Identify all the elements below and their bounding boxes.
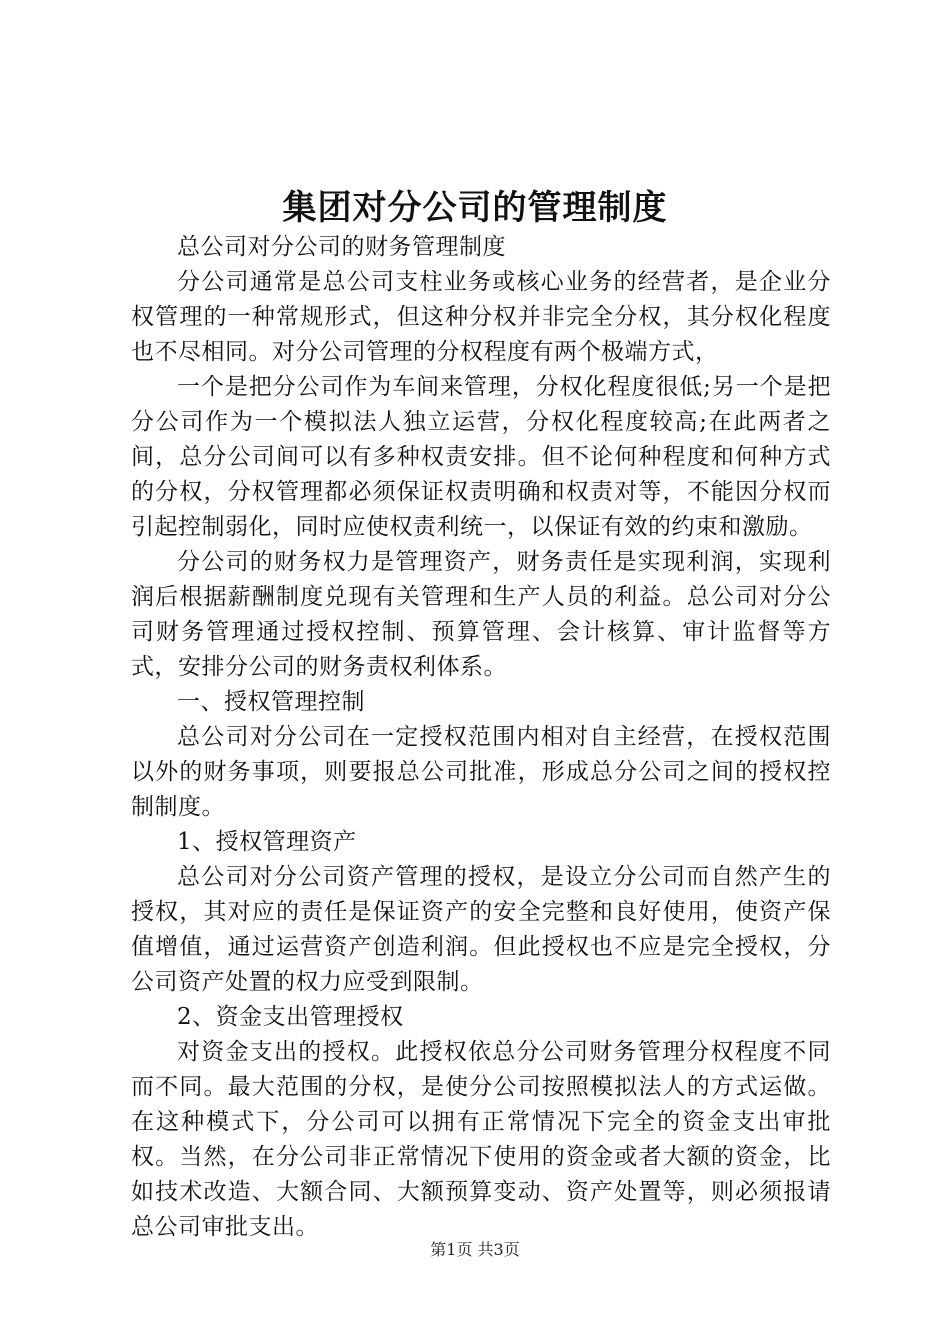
- section-heading: 一、授权管理控制: [177, 689, 365, 715]
- paragraph: 分公司通常是总公司支柱业务或核心业务的经营者，是企业分权管理的一种常规形式，但这种分权并非完全分权，其分权化程度也不尽相同。对分公司管理的分权程度有两个极端方式，: [131, 269, 831, 365]
- paragraph: 对资金支出的授权。此授权依总分公司财务管理分权程度不同而不同。最大范围的分权，是使分公司按照模拟法人的方式运做。在这种模式下，分公司可以拥有正常情况下完全的资金支出审批权。当然，在分公司非正常情况下使用的资金或者大额的资金，比如技术改造、大额合同、大额预算变动、资产处置等，则必须报请总公司审批支出。: [131, 1039, 831, 1240]
- paragraph: 分公司的财务权力是管理资产，财务责任是实现利润，实现利润后根据薪酬制度兑现有关管理和生产人员的利益。总公司对分公司财务管理通过授权控制、预算管理、会计核算、审计监督等方式，安排分公司的财务责权利体系。: [131, 549, 831, 680]
- document-body: [131, 230, 831, 1245]
- paragraph: 一个是把分公司作为车间来管理，分权化程度很低;另一个是把分公司作为一个模拟法人独立运营，分权化程度较高;在此两者之间，总分公司间可以有多种权责安排。但不论何种程度和何种方式的分权，分权管理都必须保证权责明确和权责对等，不能因分权而引起控制弱化，同时应使权责利统一，以保证有效的约束和激励。: [131, 374, 831, 540]
- document-title: 集团对分公司的管理制度: [282, 188, 668, 228]
- section-heading: 总公司对分公司的财务管理制度: [177, 234, 506, 260]
- paragraph: 总公司对分公司在一定授权范围内相对自主经营，在授权范围以外的财务事项，则要报总公司批准，形成总分公司之间的授权控制制度。: [131, 724, 831, 820]
- paragraph: 总公司对分公司资产管理的授权，是设立分公司而自然产生的授权，其对应的责任是保证资产的安全完整和良好使用，使资产保值增值，通过运营资产创造利润。但此授权也不应是完全授权，分公司资产处置的权力应受到限制。: [131, 864, 831, 995]
- subsection-heading: 1、授权管理资产: [177, 829, 357, 855]
- page-number-footer: 第1页 共3页: [430, 1240, 520, 1259]
- subsection-heading: 2、资金支出管理授权: [177, 1004, 404, 1030]
